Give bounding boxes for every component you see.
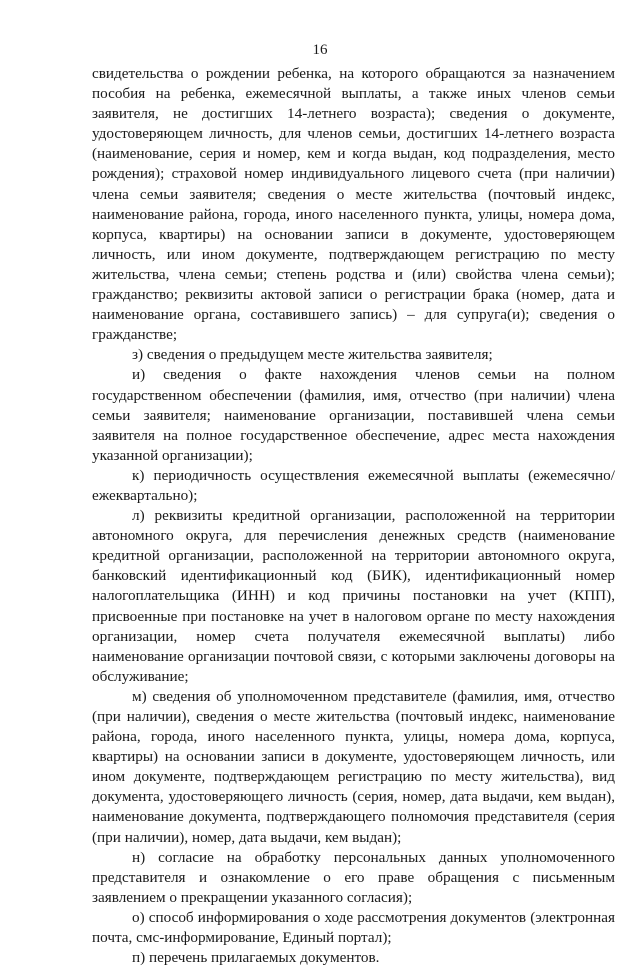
paragraph-z: з) сведения о предыдущем месте жительства заявителя; <box>132 346 493 364</box>
paragraph-continuation: свидетельства о рождении ребенка, на которого обращаются за назначением пособия на ребенка, ежемесячной выплаты, а также иных членов семьи заявителя, не достигших 14-летнего возраста); сведения о документе, удостоверяющем личность, для членов семьи, достигших 14-летнего возраста (наименование, серия и номер, кем и когда выдан, код подразделения, место рождения); страховой номер индивидуального лицевого счета (при наличии) члена семьи заявителя; сведения о месте жительства (почтовый индекс, наименование района, города, иного населенного пункта, улицы, номера дома, корпуса, квартиры) на основании записи в документе, удостоверяющем личность, или ином документе, подтверждающем регистрацию по месту жительства, члена семьи; степень родства и (или) свойства члена семьи); гражданство; реквизиты актовой записи о регистрации брака (номер, дата и наименование органа, составившего запись) – для супруга(и); сведения о гражданстве; <box>92 65 615 344</box>
document-body <box>92 64 615 968</box>
paragraph-p: п) перечень прилагаемых документов. <box>132 949 380 967</box>
page-number: 16 <box>312 42 328 58</box>
paragraph-n: н) согласие на обработку персональных данных уполномоченного представителя и ознакомление о его праве обращения с письменным заявлением о прекращении указанного согласия); <box>92 848 615 906</box>
paragraph-m: м) сведения об уполномоченном представителе (фамилия, имя, отчество (при наличии), сведения о месте жительства (почтовый индекс, наименование района, города, иного населенного пункта, улицы, номера дома, корпуса, квартиры) на основании записи в документе, удостоверяющем личность, или ином документе, подтверждающем регистрацию по месту жительства), вид документа, удостоверяющего личность (серия, номер, дата выдачи, кем выдан), наименование документа, подтверждающего полномочия представителя (серия (при наличии), номер, дата выдачи, кем выдан); <box>92 687 615 846</box>
paragraph-k: к) периодичность осуществления ежемесячной выплаты (ежемесячно/ ежеквартально); <box>92 466 615 504</box>
paragraph-l: л) реквизиты кредитной организации, расположенной на территории автономного округа, для перечисления денежных средств (наименование кредитной организации, расположенной на территории автономного округа, банковский идентификационный код (БИК), идентификационный номер налогоплательщика (ИНН) и код причины постановки на учет (КПП), присвоенные при постановке на учет в налоговом органе по месту нахождения организации, номер счета получателя ежемесячной выплаты) либо наименование организации почтовой связи, с которыми заключены договоры на обслуживание; <box>92 507 615 685</box>
paragraph-o: о) способ информирования о ходе рассмотрения документов (электронная почта, смс-информирование, Единый портал); <box>92 908 615 947</box>
paragraph-i: и) сведения о факте нахождения членов семьи на полном государственном обеспечении (фамилия, имя, отчество (при наличии) члена семьи заявителя; наименование организации, поставившей члена семьи заявителя на полное государственное обеспечение, адрес места нахождения указанной организации); <box>92 366 615 464</box>
